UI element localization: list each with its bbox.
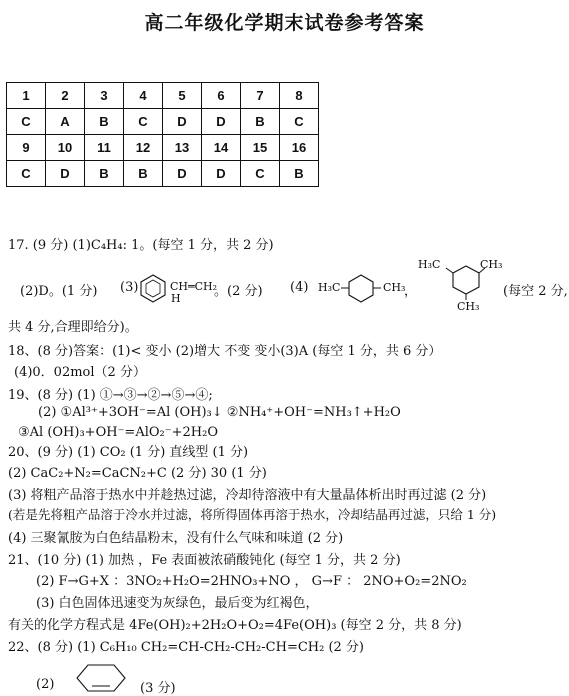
question-number-cell: 4	[124, 83, 163, 109]
question-number-cell: 14	[202, 135, 241, 161]
q17-line-3: 共 4 分,合理即给分)。	[8, 320, 138, 335]
question-number-cell: 6	[202, 83, 241, 109]
q21-line-1: 21、(10 分) (1) 加热 ，Fe 表面被浓硝酸钝化 (每空 1 分，共 2 分)	[8, 553, 401, 568]
p-xylene-left-methyl: H₃C	[318, 281, 341, 294]
answer-cell: C	[124, 109, 163, 135]
benzene-ring-styrene	[138, 274, 168, 302]
question-number-cell: 7	[241, 83, 280, 109]
styrene-h: H	[171, 292, 181, 305]
answer-cell: B	[85, 109, 124, 135]
answer-table-row	[7, 135, 319, 161]
question-number-cell: 3	[85, 83, 124, 109]
question-number-cell: 16	[280, 135, 319, 161]
answer-cell: B	[85, 161, 124, 187]
q17-part2: (2)D。(1 分)	[20, 284, 98, 299]
q21-line-4: 有关的化学方程式是 4Fe(OH)₂+2H₂O+O₂=4Fe(OH)₃ (每空 2 分，共 8 分)	[8, 618, 462, 633]
mesitylene-methyl-2: CH₃	[480, 258, 503, 271]
q17-line-1: 17. (9 分) (1)C₄H₄: 1。(每空 1 分，共 2 分)	[8, 238, 274, 253]
q19-line-2: (2) ①Al³⁺+3OH⁻=Al (OH)₃↓ ②NH₄⁺+OH⁻=NH₃↑+H₂O	[38, 405, 401, 420]
question-number-cell: 2	[46, 83, 85, 109]
answer-cell: B	[124, 161, 163, 187]
answer-cell: D	[163, 109, 202, 135]
answer-table-row	[7, 161, 319, 187]
styrene-vinyl-group: CH═CH₂	[170, 280, 218, 293]
comma: ，	[404, 284, 418, 299]
q17-part3-score: 。(2 分)	[214, 284, 263, 299]
answer-cell: C	[241, 161, 280, 187]
page-title: 高二年级化学期末试卷参考答案	[144, 12, 425, 34]
q17-part4-label: (4)	[290, 280, 309, 295]
q21-line-3: (3) 白色固体迅速变为灰绿色，最后变为红褐色，	[36, 596, 319, 611]
q17-part3-label: (3)	[120, 280, 139, 295]
answer-cell: C	[7, 161, 46, 187]
q19-line-3: ③Al (OH)₃+OH⁻=AlO₂⁻+2H₂O	[18, 425, 218, 440]
answer-cell: C	[280, 109, 319, 135]
q20-line-4: (若是先将粗产品溶于冷水并过滤，将所得固体再溶于热水，冷却结晶再过滤，只给 1 分)	[8, 507, 497, 522]
q21-line-2: (2) F→G+X ：3NO₂+H₂O=2HNO₃+NO ， G→F ： 2NO+O₂=2NO₂	[36, 574, 467, 589]
question-number-cell: 12	[124, 135, 163, 161]
answer-cell: B	[280, 161, 319, 187]
answer-table-row	[7, 83, 319, 109]
question-number-cell: 10	[46, 135, 85, 161]
answer-cell: A	[46, 109, 85, 135]
mesitylene-methyl-3: CH₃	[457, 300, 480, 313]
mesitylene-methyl-1: H₃C	[418, 258, 441, 271]
question-number-cell: 8	[280, 83, 319, 109]
p-xylene-right-methyl: CH₃	[383, 281, 406, 294]
answer-table-row	[7, 109, 319, 135]
question-number-cell: 5	[163, 83, 202, 109]
q22-part2-score: (3 分)	[140, 681, 176, 696]
q20-line-1: 20、(9 分) (1) CO₂ (1 分) 直线型 (1 分)	[8, 445, 249, 460]
answer-cell: D	[202, 161, 241, 187]
cyclohexene-ring	[76, 664, 126, 692]
question-number-cell: 15	[241, 135, 280, 161]
answer-cell: D	[163, 161, 202, 187]
q20-line-2: (2) CaC₂+N₂=CaCN₂+C (2 分) 30 (1 分)	[8, 466, 267, 481]
answer-cell: D	[46, 161, 85, 187]
question-number-cell: 1	[7, 83, 46, 109]
q20-line-3: (3) 将粗产品溶于热水中并趁热过滤，冷却待溶液中有大量晶体析出时再过滤 (2 分)	[8, 488, 487, 503]
answer-table	[6, 82, 319, 187]
q18-line-2: (4)0．02mol（2 分）	[14, 365, 146, 380]
answer-cell: D	[202, 109, 241, 135]
question-number-cell: 11	[85, 135, 124, 161]
q22-part2-label: (2)	[36, 677, 55, 692]
q20-line-5: (4) 三聚氰胺为白色结晶粉末，没有什么气味和味道 (2 分)	[8, 531, 344, 546]
answer-cell: B	[241, 109, 280, 135]
p-xylene-ring	[346, 274, 376, 302]
q17-part4-score: (每空 2 分,	[503, 284, 568, 299]
mesitylene-ring	[449, 262, 483, 296]
q22-line-1: 22、(8 分) (1) C₆H₁₀ CH₂=CH-CH₂-CH₂-CH=CH₂ (2 分)	[8, 640, 365, 655]
q19-line-1: 19、(8 分) (1) ①→③→②→⑤→④;	[8, 388, 213, 403]
question-number-cell: 9	[7, 135, 46, 161]
answer-cell: C	[7, 109, 46, 135]
q18-line-1: 18、(8 分)答案：(1)< 变小 (2)增大 不变 变小(3)A (每空 1 分，共 6 分）	[8, 344, 442, 359]
question-number-cell: 13	[163, 135, 202, 161]
